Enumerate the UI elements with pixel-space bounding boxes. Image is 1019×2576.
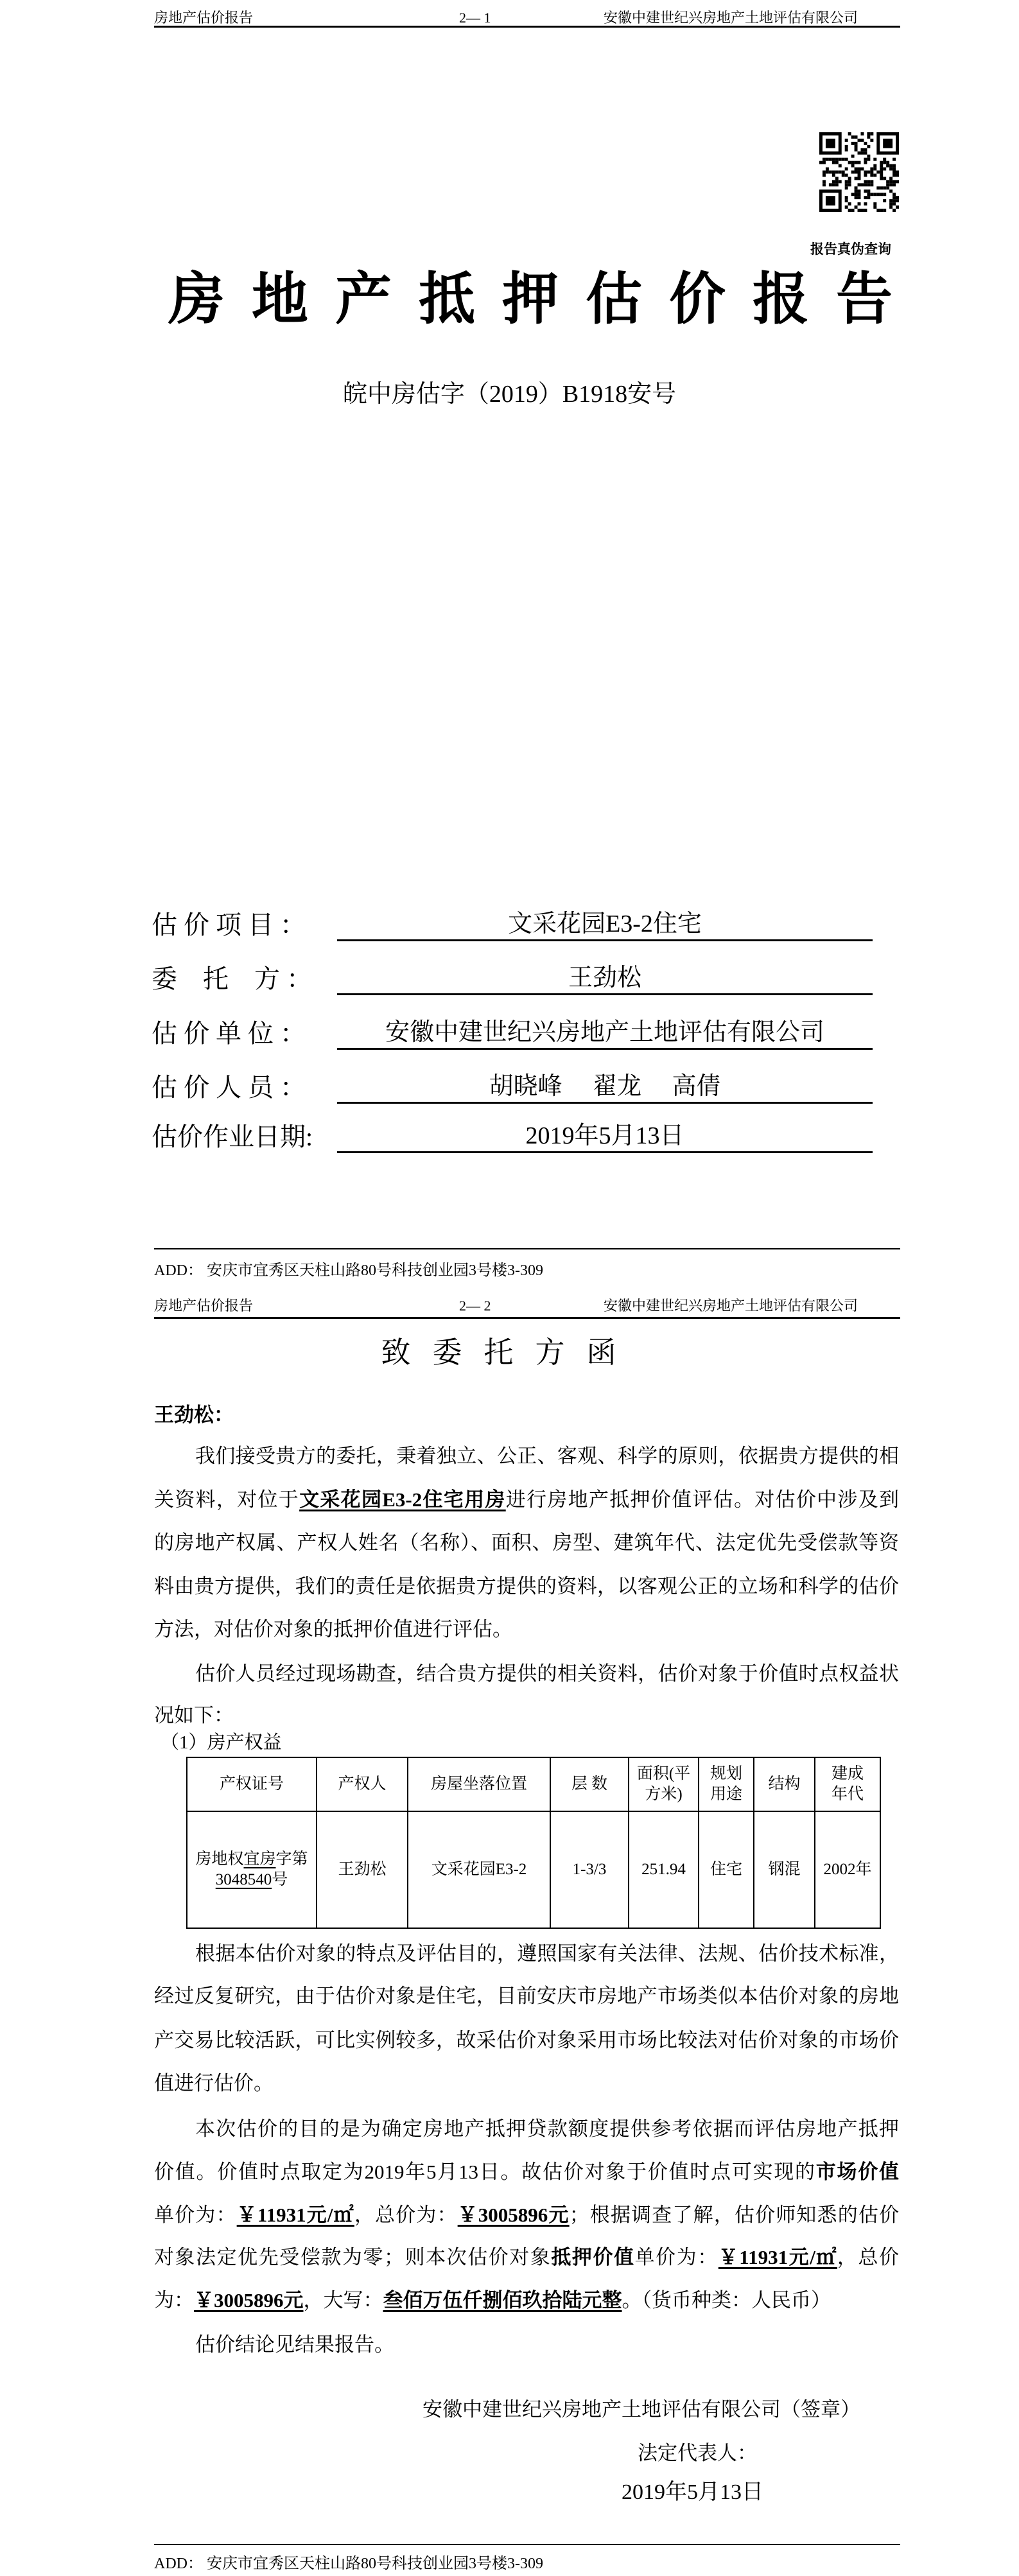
field-label: 委 托 方 ：: [152, 964, 312, 993]
text-segment: ；根据调查了解，估价师知悉的估价: [569, 2204, 900, 2226]
table-header: 层 数: [550, 1757, 629, 1811]
paragraph-line: [154, 1574, 899, 1599]
cert-no: 3048540: [215, 1871, 272, 1888]
cert-suffix: 号: [272, 1871, 288, 1888]
footer-rule: [154, 1248, 900, 1249]
table-header: 面积(平方米): [629, 1757, 699, 1811]
field-label: 估 价 项 目 ：: [152, 910, 306, 939]
field-value-line: [337, 1017, 873, 1050]
text-segment: 况如下：: [154, 1704, 234, 1727]
text-segment: ，大写：: [303, 2289, 383, 2311]
table-header: 结构: [754, 1757, 815, 1811]
footer-address: ADD： 安庆市宜秀区天柱山路80号科技创业园3号楼3-309: [154, 1262, 543, 1279]
text-segment: 估价结论见结果报告。: [195, 2333, 394, 2356]
text-segment: 估价人员经过现场勘查，结合贵方提供的相关资料，估价对象于价值时点权益状: [195, 1662, 899, 1685]
paragraph-line: [154, 1983, 899, 2009]
floors-cell: 1-3/3: [550, 1811, 629, 1928]
footer-address: ADD： 安庆市宜秀区天柱山路80号科技创业园3号楼3-309: [154, 2555, 543, 2572]
report-title: 房地产抵押估价报告: [168, 269, 920, 331]
table-header: 产权证号: [187, 1757, 317, 1811]
header-report-name: 房地产估价报告: [154, 10, 254, 26]
field-value: 王劲松: [568, 964, 641, 991]
paragraph-line: [154, 1443, 899, 1469]
field-value-line: [337, 1071, 873, 1104]
field-value-line: [337, 1120, 873, 1153]
table-header: 房屋坐落位置: [408, 1757, 550, 1811]
field-value: 安徽中建世纪兴房地产土地评估有限公司: [385, 1019, 824, 1046]
emphasized-text: 抵押价值: [551, 2246, 635, 2268]
text-segment: 价值。价值时点取定为2019年5月13日。故估价对象于价值时点可实现的: [154, 2161, 816, 2183]
text-segment: 对象法定优先受偿款为零；则本次估价对象: [154, 2246, 552, 2268]
report-number: 皖中房估字（2019）B1918安号: [342, 381, 677, 408]
table-header: 建成年代: [815, 1757, 880, 1811]
paragraph-line: [154, 2288, 899, 2313]
emphasized-text: ￥3005896元: [194, 2289, 304, 2311]
paragraph-line: [154, 1941, 899, 1967]
cert-city: 宜房: [243, 1850, 276, 1868]
text-segment: 单价为：: [634, 2246, 719, 2268]
field-label: 估 价 人 员 ：: [152, 1073, 306, 1102]
header-page-number: 2— 2: [459, 1298, 491, 1314]
text-segment: 产交易比较活跃，可比实例较多，故采估价对象采用市场比较法对估价对象的市场价: [154, 2029, 899, 2051]
header-rule: [154, 1317, 900, 1319]
paragraph-line: [154, 1487, 899, 1513]
text-segment: 经过反复研究，由于估价对象是住宅，目前安庆市房地产市场类似本估价对象的房地: [154, 1985, 899, 2007]
field-value-line: [337, 962, 873, 995]
text-segment: 根据本估价对象的特点及评估目的，遵照国家有关法律、法规、估价技术标准，: [195, 1942, 899, 1965]
text-segment: ，总价为：: [354, 2204, 458, 2226]
cert-prefix: 房地权: [195, 1850, 244, 1868]
cert-number-cell: [187, 1811, 317, 1928]
cert-mid: 字第: [275, 1850, 308, 1868]
paragraph-line: [154, 2028, 899, 2053]
table-header: 规划用途: [699, 1757, 754, 1811]
emphasized-text: ￥11931元/㎡: [236, 2204, 354, 2226]
field-value-line: [337, 909, 873, 941]
emphasized-text: ￥11931元/㎡: [718, 2246, 837, 2268]
emphasized-text: ￥3005896元: [457, 2204, 570, 2226]
location-cell: 文采花园E3-2: [408, 1811, 550, 1928]
qr-code-icon[interactable]: [819, 132, 899, 212]
table-header-row: [187, 1757, 880, 1811]
structure-cell: 钢混: [754, 1811, 815, 1928]
paragraph-line: [154, 1617, 899, 1642]
text-segment: 值进行估价。: [154, 2072, 274, 2094]
signature-representative: 法定代表人：: [638, 2442, 757, 2464]
field-label: 估 价 单 位 ：: [152, 1019, 306, 1048]
owner-cell: 王劲松: [317, 1811, 408, 1928]
text-segment: 关资料，对位于: [154, 1488, 300, 1511]
text-segment: 进行房地产抵押价值评估。对估价中涉及到: [505, 1488, 900, 1511]
signature-date: 2019年5月13日: [622, 2480, 763, 2504]
paragraph-line: [154, 1661, 899, 1687]
paragraph-line: [154, 2116, 899, 2142]
field-value: 2019年5月13日: [525, 1122, 684, 1149]
text-segment: 本次估价的目的是为确定房地产抵押贷款额度提供参考依据而评估房地产抵押: [195, 2118, 899, 2140]
paragraph-line: [154, 1530, 899, 1556]
emphasized-text: 叁佰万伍仟捌佰玖拾陆元整: [383, 2289, 622, 2311]
text-segment: 的房地产权属、产权人姓名（名称）、面积、房型、建筑年代、法定优先受偿款等资: [154, 1531, 899, 1554]
header-page-number: 2— 1: [459, 10, 491, 26]
text-segment: 方法，对估价对象的抵押价值进行评估。: [154, 1618, 512, 1640]
table-row: [187, 1811, 880, 1928]
signature-company: 安徽中建世纪兴房地产土地评估有限公司（签章）: [422, 2398, 860, 2421]
qr-caption: 报告真伪查询: [810, 241, 891, 257]
paragraph-line: [154, 2071, 899, 2096]
use-cell: 住宅: [699, 1811, 754, 1928]
letter-salutation: 王劲松：: [154, 1404, 234, 1426]
footer-rule: [154, 2544, 900, 2545]
letter-title: 致委托方函: [381, 1336, 638, 1369]
field-value: 文采花园E3-2住宅: [508, 910, 702, 937]
text-segment: 料由贵方提供，我们的责任是依据贵方提供的资料，以客观公正的立场和科学的估价: [154, 1575, 899, 1597]
table-header: 产权人: [317, 1757, 408, 1811]
paragraph-line: [154, 2332, 899, 2358]
paragraph-line: [154, 1703, 899, 1728]
text-segment: （1）房产权益: [161, 1732, 282, 1753]
text-segment: 为：: [154, 2289, 194, 2311]
property-rights-table: [186, 1757, 881, 1929]
area-cell: 251.94: [629, 1811, 699, 1928]
header-company: 安徽中建世纪兴房地产土地评估有限公司: [604, 1298, 858, 1314]
paragraph-line: [161, 1730, 905, 1755]
text-segment: 单价为：: [154, 2204, 237, 2226]
emphasized-text: 市场价值: [815, 2161, 899, 2183]
field-label: 估价作业日期:: [152, 1122, 313, 1151]
header-company: 安徽中建世纪兴房地产土地评估有限公司: [604, 10, 858, 26]
text-segment: ，总价: [837, 2246, 899, 2268]
year-cell: 2002年: [815, 1811, 880, 1928]
paragraph-line: [154, 2159, 899, 2185]
paragraph-line: [154, 2202, 899, 2228]
text-segment: 我们接受贵方的委托，秉着独立、公正、客观、科学的原则，依据贵方提供的相: [195, 1445, 899, 1467]
emphasized-text: 文采花园E3-2住宅用房: [299, 1488, 506, 1511]
header-rule: [154, 26, 900, 28]
header-report-name: 房地产估价报告: [154, 1298, 254, 1314]
text-segment: 。（货币种类：人民币）: [622, 2289, 831, 2311]
paragraph-line: [154, 2245, 899, 2270]
field-value: 胡晓峰 翟龙 高倩: [489, 1073, 721, 1100]
